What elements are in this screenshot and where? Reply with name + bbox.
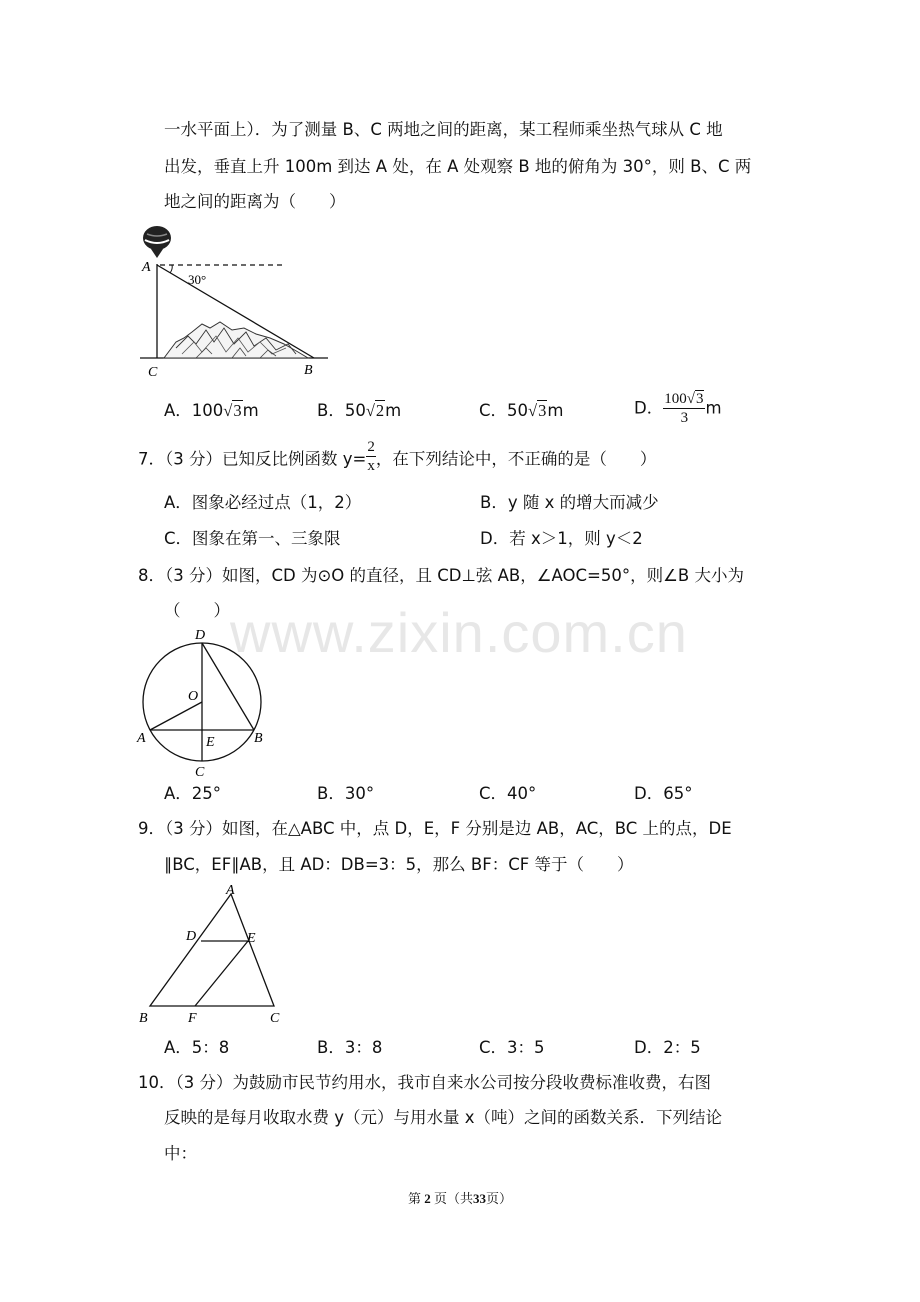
q10-text-line-3: 中： bbox=[164, 1144, 197, 1163]
q10-text-line-1: 10．（3 分）为鼓励市民节约用水，我市自来水公司按分段收费标准收费，右图 bbox=[138, 1073, 711, 1092]
q9-text-line-1: 9．（3 分）如图，在△ABC 中，点 D，E，F 分别是边 AB，AC，BC 上的点，DE bbox=[138, 819, 732, 838]
q6-label-a: A bbox=[142, 260, 151, 275]
q6-option-a: A．100√3m bbox=[164, 401, 259, 420]
q8-label-a: A bbox=[137, 731, 146, 746]
q6-text-line-2: 出发，垂直上升 100m 到达 A 处，在 A 处观察 B 地的俯角为 30°，则 B、C 两 bbox=[164, 157, 752, 176]
q8-option-a: A．25° bbox=[164, 784, 222, 803]
q6-label-c: C bbox=[148, 365, 158, 380]
page-total: 33 bbox=[473, 1191, 486, 1206]
q6-text-line-3: 地之间的距离为（ ） bbox=[164, 192, 346, 211]
q6-text-line-1: 一水平面上）．为了测量 B、C 两地之间的距离，某工程师乘坐热气球从 C 地 bbox=[164, 120, 723, 139]
watermark: www.zixin.com.cn bbox=[230, 601, 688, 664]
q9-label-f: F bbox=[188, 1011, 197, 1026]
q7-option-c: C．图象在第一、三象限 bbox=[164, 529, 341, 548]
q6-label-b: B bbox=[304, 363, 313, 378]
q9-option-b: B．3：8 bbox=[317, 1038, 383, 1057]
q7-option-d: D．若 x＞1，则 y＜2 bbox=[480, 529, 643, 548]
q9-option-d: D．2：5 bbox=[634, 1038, 701, 1057]
q9-text-line-2: ∥BC，EF∥AB，且 AD：DB=3：5，那么 BF：CF 等于（ ） bbox=[164, 855, 634, 874]
q9-label-e: E bbox=[247, 931, 256, 946]
q9-label-a: A bbox=[226, 884, 235, 898]
q10-text-line-2: 反映的是每月收取水费 y（元）与用水量 x（吨）之间的函数关系．下列结论 bbox=[164, 1108, 723, 1127]
q8-option-b: B．30° bbox=[317, 784, 375, 803]
q8-text-line-2: （ ） bbox=[164, 601, 230, 620]
q9-triangle-figure bbox=[134, 884, 294, 1026]
q8-option-d: D．65° bbox=[634, 784, 693, 803]
q6-option-d: D． $\frac{100√3}{3}$ m bbox=[634, 391, 722, 426]
mountain-illustration bbox=[164, 322, 308, 358]
q9-label-c: C bbox=[270, 1011, 280, 1026]
q9-label-d: D bbox=[186, 929, 197, 944]
hot-air-balloon-icon bbox=[143, 226, 171, 258]
q8-label-d: D bbox=[195, 628, 206, 643]
q6-balloon-figure bbox=[136, 224, 336, 380]
q6-angle-label: 30° bbox=[188, 272, 207, 287]
q8-label-c: C bbox=[195, 765, 205, 780]
page-number: 2 bbox=[424, 1191, 431, 1206]
q8-text-line-1: 8．（3 分）如图，CD 为⊙O 的直径，且 CD⊥弦 AB，∠AOC=50°，则∠B 大小为 bbox=[138, 566, 744, 585]
q9-label-b: B bbox=[139, 1011, 148, 1026]
page-footer: 第 2 页（共33页） bbox=[407, 1191, 513, 1206]
q8-option-c: C．40° bbox=[479, 784, 537, 803]
q6-option-b: B．50√2m bbox=[317, 401, 402, 420]
q8-label-b: B bbox=[254, 731, 263, 746]
q6-option-c: C．50√3m bbox=[479, 401, 564, 420]
q9-option-c: C．3：5 bbox=[479, 1038, 545, 1057]
q7-stem: 7．（3 分）已知反比例函数 y= $\frac{2}{x}$ ，在下列结论中，不正确的是（ ） bbox=[138, 439, 657, 474]
q7-option-b: B．y 随 x 的增大而减少 bbox=[480, 493, 659, 512]
q7-option-a: A．图象必经过点（1，2） bbox=[164, 493, 362, 512]
q8-label-e: E bbox=[206, 735, 215, 750]
q9-option-a: A．5：8 bbox=[164, 1038, 230, 1057]
q8-label-o: O bbox=[188, 689, 199, 704]
